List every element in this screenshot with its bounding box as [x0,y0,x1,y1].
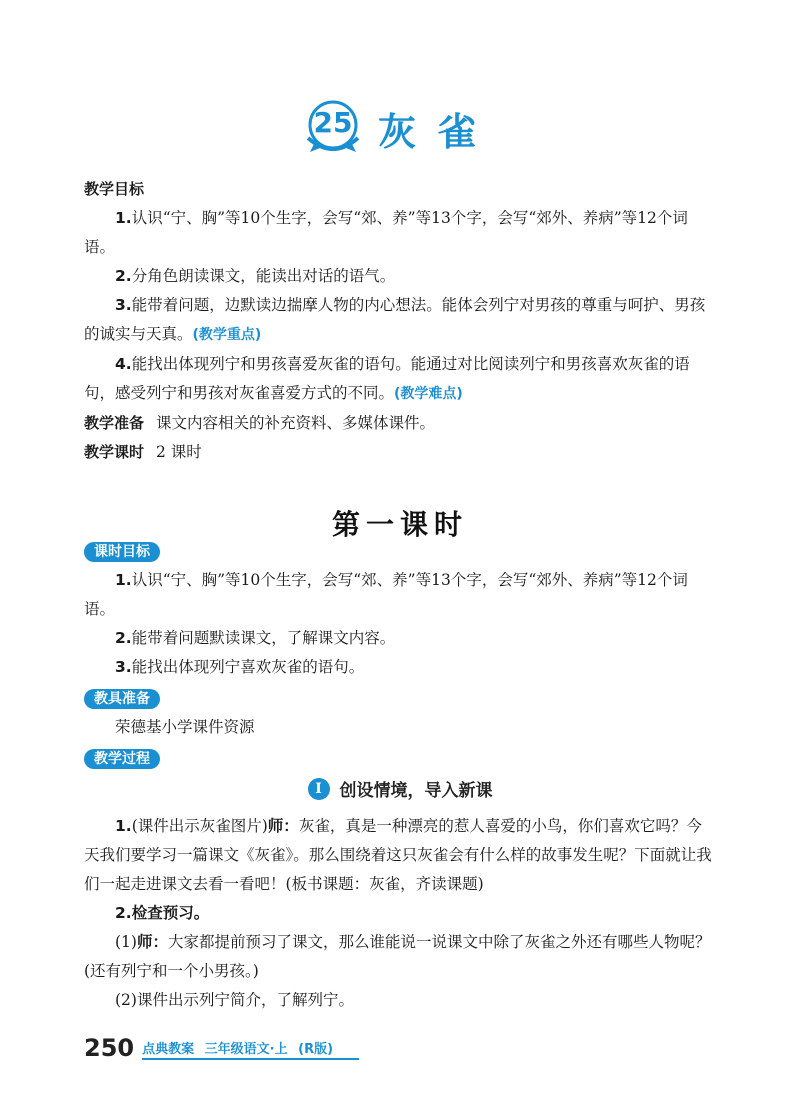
step-title: 创设情境，导入新课 [339,781,493,801]
prep-row [84,409,716,438]
hours-heading: 教学课时 [84,443,145,461]
page-footer [84,1036,359,1060]
book-name: 点典教案 [142,1042,195,1057]
lesson-number: 25 [313,106,353,139]
tools-text: 荣德基小学课件资源 [115,718,255,736]
objective-item: 4.能找出体现列宁和男孩喜爱灰雀的语句。能通过对比阅读列宁和男孩喜欢灰雀的语句，感受列宁和男孩对灰雀喜爱方式的不同。(教学难点) [84,355,690,402]
book-grade: 三年级语文·上 [204,1042,288,1057]
objectives-heading: 教学目标 [84,180,145,198]
difficulty-note: (教学难点) [394,386,463,402]
goal-item: 1.认识“宁、胸”等10个生字，会写“郊、养”等13个字，会写“郊外、养病”等12个词语。 [84,571,688,618]
page-number: 250 [84,1034,135,1062]
objective-item: 1.认识“宁、胸”等10个生字，会写“郊、养”等13个字，会写“郊外、养病”等12个词语。 [84,209,688,256]
section-title: 第一课时 [331,508,468,541]
process-paragraph: (2)课件出示列宁简介，了解列宁。 [115,991,354,1009]
key-point-note: (教学重点) [192,327,262,343]
hours-text: 2 课时 [156,443,202,461]
period-goals-section [84,537,716,773]
prep-text: 课文内容相关的补充资料、多媒体课件。 [156,414,436,432]
objective-item: 3.能带着问题，边默读边揣摩人物的内心想法。能体会列宁对男孩的尊重与呵护、男孩的诚实与天真。(教学重点) [84,296,706,343]
lesson-header [0,96,800,160]
process-paragraph: 2.检查预习。 [115,904,210,922]
step-heading [0,776,800,801]
tools-pill: 教具准备 [84,689,160,709]
objective-item: 2.分角色朗读课文，能读出对话的语气。 [115,267,396,285]
process-paragraph: 1.(课件出示灰雀图片)师：灰雀，真是一种漂亮的惹人喜爱的小鸟，你们喜欢它吗？今天我们要学习一篇课文《灰雀》。那么围绕着这只灰雀会有什么样的故事发生呢？下面就让我们一起走进课文去看一看吧！(板书课题：灰雀，齐读课题) [84,817,712,893]
goal-item: 3.能找出体现列宁喜欢灰雀的语句。 [115,658,365,676]
lesson-number-badge [302,98,364,158]
book-info [142,1038,359,1060]
process-paragraph: (1)师：大家都提前预习了课文，那么谁能说一说课文中除了灰雀之外还有哪些人物呢？(还有列宁和一个小男孩。) [84,933,711,980]
hours-row [84,438,716,467]
process-body [84,812,716,1015]
step-number-icon: I [308,778,330,800]
prep-heading: 教学准备 [84,414,145,432]
process-pill: 教学过程 [84,749,160,769]
lesson-title: 灰雀 [377,109,498,154]
objectives-section [84,175,716,467]
goal-item: 2.能带着问题默读课文，了解课文内容。 [115,629,396,647]
book-edition: (R版) [298,1042,334,1057]
period-goals-pill: 课时目标 [84,542,160,562]
